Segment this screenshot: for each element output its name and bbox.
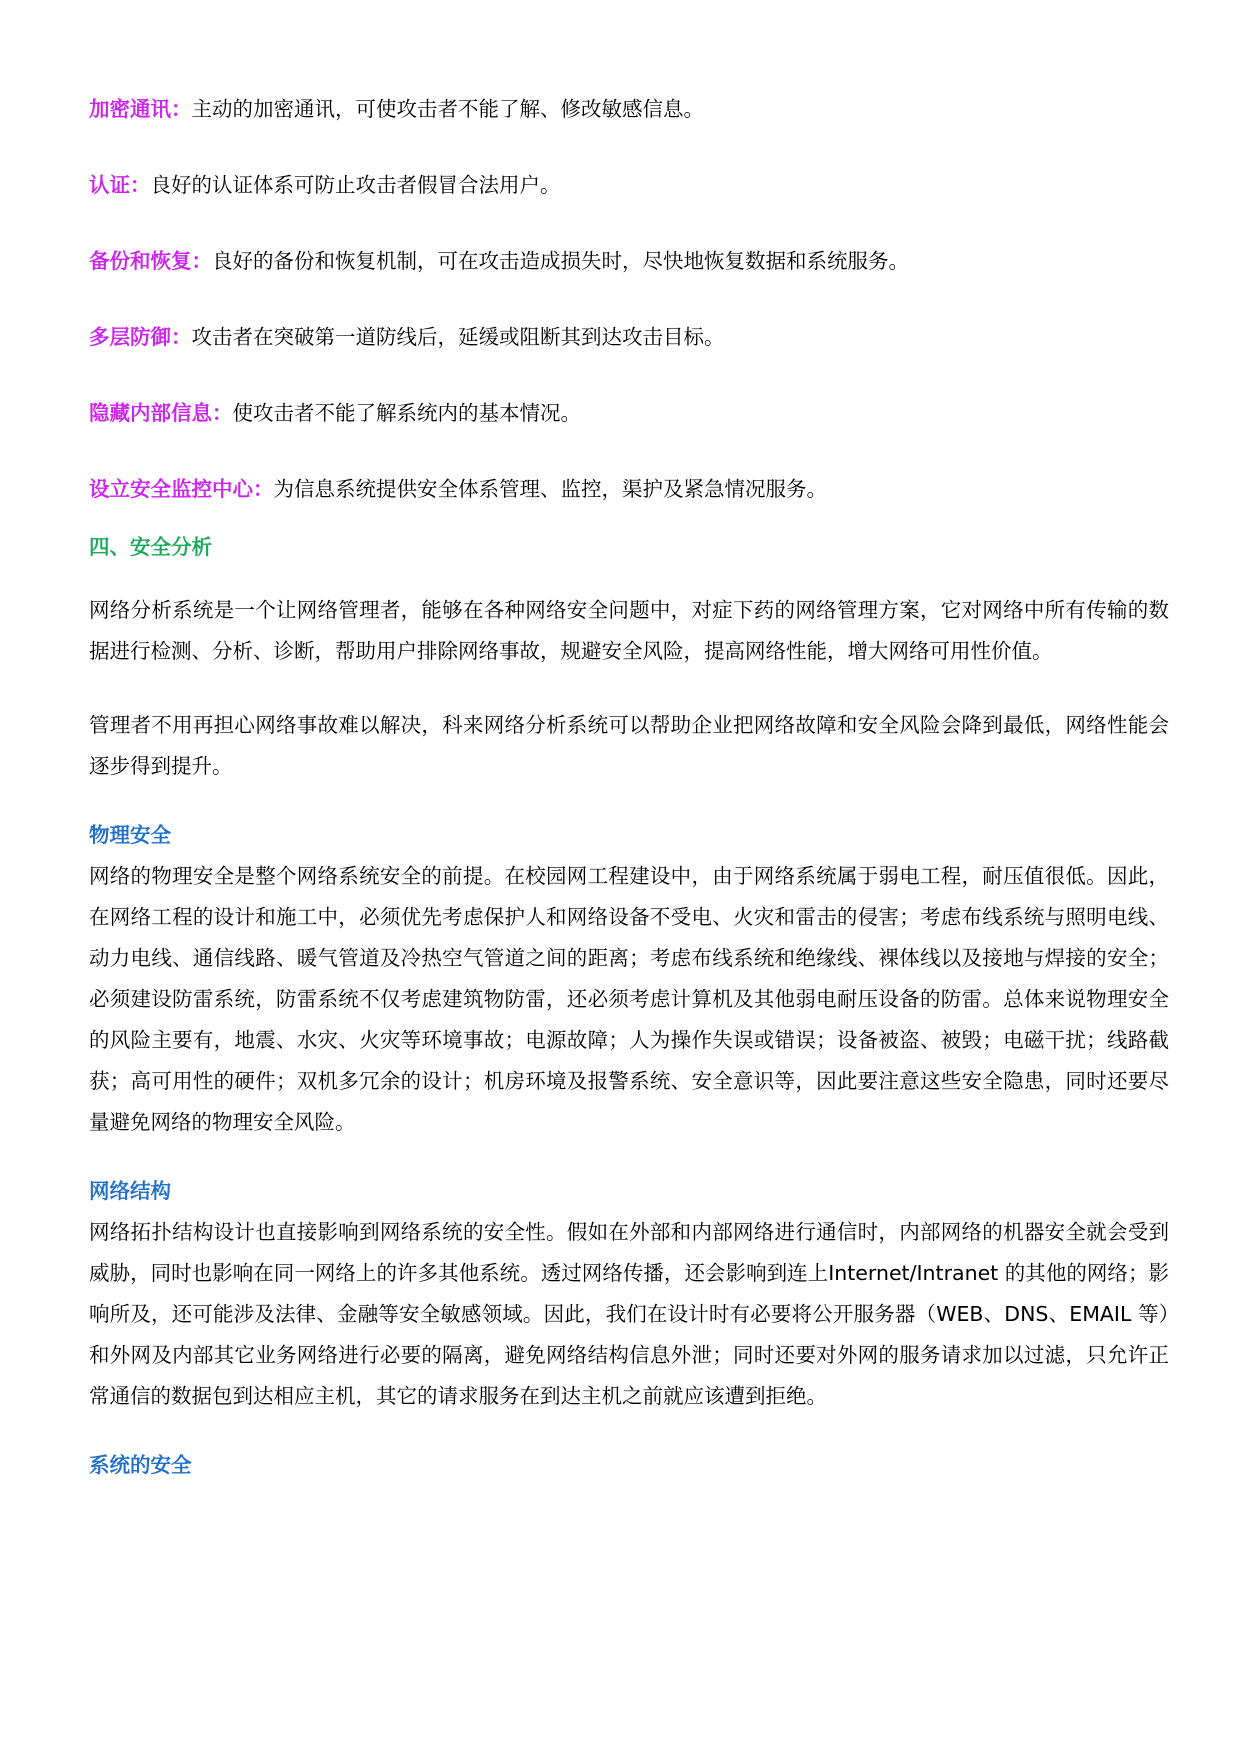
definition-term: 多层防御： xyxy=(89,325,192,349)
subsection-body-network-structure: 网络拓扑结构设计也直接影响到网络系统的安全性。假如在外部和内部网络进行通信时，内部网络的机器安全就会受到威胁，同时也影响在同一网络上的许多其他系统。透过网络传播，还会影响到连上Internet/Intranet 的其他的网络；影响所及，还可能涉及法律、金融等安全敏感领域。因此，我们在设计时有必要将公开服务器（WEB、DNS、EMAIL 等）和外网及内部其它业务网络进行必要的隔离，避免网络结构信息外泄；同时还要对外网的服务请求加以过滤，只允许正常通信的数据包到达相应主机，其它的请求服务在到达主机之前就应该遭到拒绝。 xyxy=(89,1220,1169,1408)
section-heading: 四、安全分析 xyxy=(89,535,212,559)
definition-desc: 良好的备份和恢复机制，可在攻击造成损失时，尽快地恢复数据和系统服务。 xyxy=(212,249,909,273)
subsection-title-network-structure: 网络结构 xyxy=(89,1179,171,1203)
intro-paragraph: 管理者不用再担心网络事故难以解决，科来网络分析系统可以帮助企业把网络故障和安全风险会降到最低，网络性能会逐步得到提升。 xyxy=(89,713,1169,778)
definition-desc: 主动的加密通讯，可使攻击者不能了解、修改敏感信息。 xyxy=(191,97,704,121)
definition-desc: 攻击者在突破第一道防线后，延缓或阻断其到达攻击目标。 xyxy=(191,325,725,349)
definition-term: 设立安全监控中心： xyxy=(89,477,274,501)
definition-authentication xyxy=(89,170,1169,200)
definition-security-monitoring-center xyxy=(89,474,1169,504)
definition-term: 备份和恢复： xyxy=(89,249,212,273)
definition-hide-internal-info xyxy=(89,398,1169,428)
definition-encrypted-communication xyxy=(89,94,1169,124)
definition-term: 隐藏内部信息： xyxy=(89,401,233,425)
definition-term: 加密通讯： xyxy=(89,97,192,121)
subsection-title-system-security: 系统的安全 xyxy=(89,1453,192,1477)
subsection-body-physical-security: 网络的物理安全是整个网络系统安全的前提。在校园网工程建设中，由于网络系统属于弱电工程，耐压值很低。因此，在网络工程的设计和施工中，必须优先考虑保护人和网络设备不受电、火灾和雷击的侵害；考虑布线系统与照明电线、动力电线、通信线路、暖气管道及冷热空气管道之间的距离；考虑布线系统和绝缘线、裸体线以及接地与焊接的安全；必须建设防雷系统，防雷系统不仅考虑建筑物防雷，还必须考虑计算机及其他弱电耐压设备的防雷。总体来说物理安全的风险主要有，地震、水灾、火灾等环境事故；电源故障；人为操作失误或错误；设备被盗、被毁；电磁干扰；线路截获；高可用性的硬件；双机多冗余的设计；机房环境及报警系统、安全意识等，因此要注意这些安全隐患，同时还要尽量避免网络的物理安全风险。 xyxy=(89,864,1169,1134)
document-page xyxy=(89,94,1169,1486)
definition-desc: 使攻击者不能了解系统内的基本情况。 xyxy=(232,401,581,425)
definition-multilayer-defense xyxy=(89,322,1169,352)
definition-desc: 良好的认证体系可防止攻击者假冒合法用户。 xyxy=(150,173,561,197)
subsection-title-physical-security: 物理安全 xyxy=(89,823,171,847)
definition-desc: 为信息系统提供安全体系管理、监控，渠护及紧急情况服务。 xyxy=(273,477,827,501)
definition-term: 认证： xyxy=(89,173,151,197)
definition-backup-recovery xyxy=(89,246,1169,276)
intro-paragraph: 网络分析系统是一个让网络管理者，能够在各种网络安全问题中，对症下药的网络管理方案，它对网络中所有传输的数据进行检测、分析、诊断，帮助用户排除网络事故，规避安全风险，提高网络性能，增大网络可用性价值。 xyxy=(89,598,1169,663)
